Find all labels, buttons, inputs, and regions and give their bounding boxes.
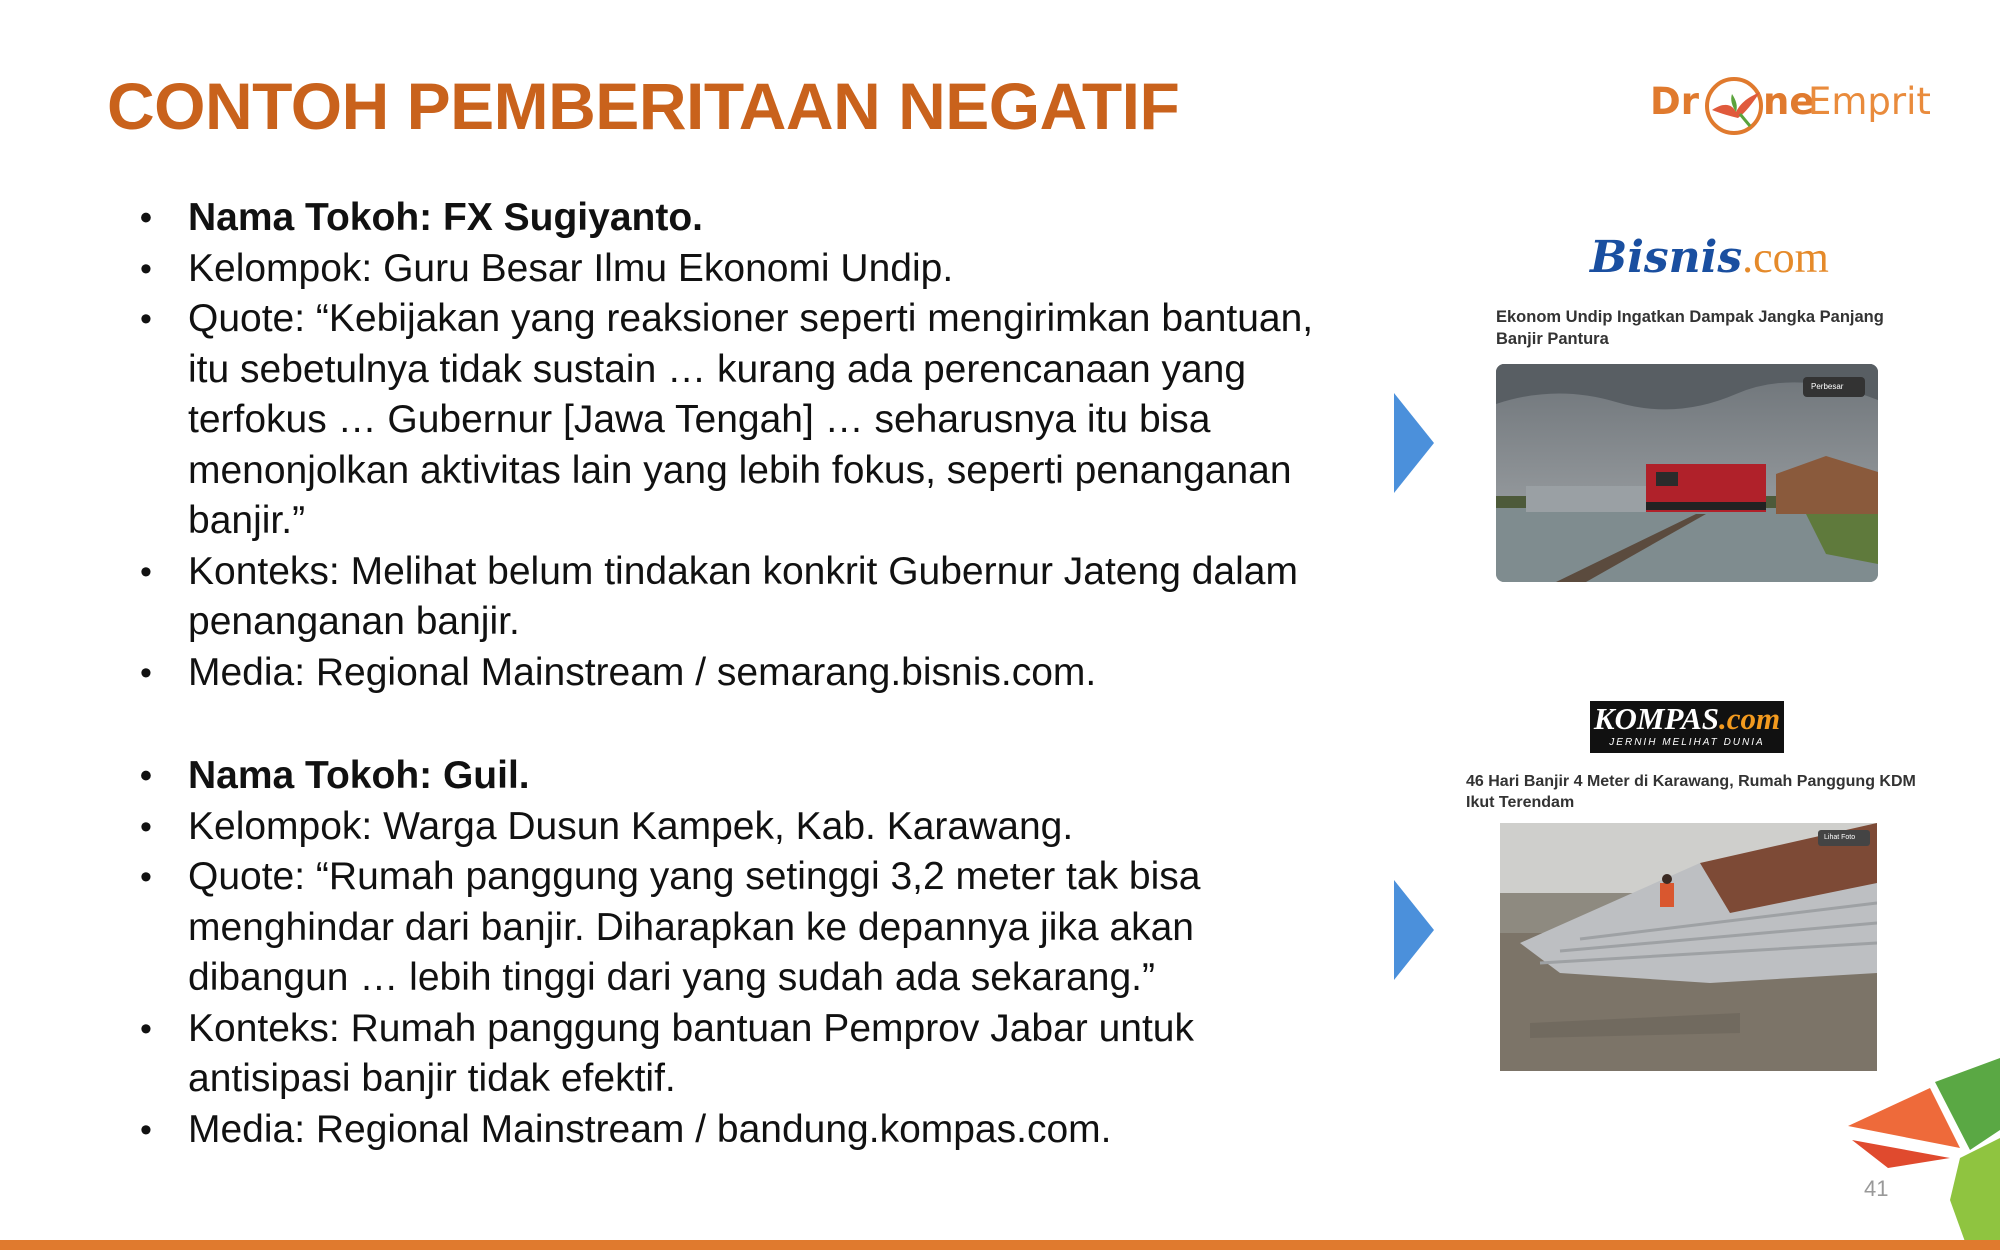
bottom-bar <box>0 1240 2000 1250</box>
bisnis-logo <box>1590 232 1829 283</box>
article-2-photo[interactable] <box>1500 823 1877 1071</box>
tokoh-1-context: • Konteks: Melihat belum tindakan konkrit Gubernur Jateng dalam penanganan banjir. <box>140 547 1330 648</box>
kompas-logo <box>1590 701 1784 753</box>
view-photo-button[interactable]: Lihat Foto <box>1818 830 1870 846</box>
tokoh-1-name: • Nama Tokoh: FX Sugiyanto. <box>140 193 1330 244</box>
arrow-right-icon <box>1394 880 1434 980</box>
tokoh-1-media: • Media: Regional Mainstream / semarang.bisnis.com. <box>140 648 1330 699</box>
enlarge-button[interactable]: Perbesar <box>1803 377 1865 397</box>
page-number: 41 <box>1864 1176 1889 1201</box>
bullet-list <box>140 193 1330 1155</box>
arrow-right-icon <box>1394 393 1434 493</box>
bisnis-logo-suffix: .com <box>1742 233 1829 282</box>
logo-text-ne: ne <box>1763 80 1815 123</box>
bisnis-logo-main: Bisnis <box>1590 232 1743 283</box>
flooded-house-roof-image <box>1500 823 1877 1071</box>
article-1-headline[interactable]: Ekonom Undip Ingatkan Dampak Jangka Panjang Banjir Pantura <box>1496 308 1884 348</box>
corner-decoration <box>1840 1050 2000 1250</box>
logo-text-emprit: Emprit <box>1808 80 1931 123</box>
kompas-logo-suffix: .com <box>1719 701 1781 736</box>
tokoh-1-quote: • Quote: “Kebijakan yang reaksioner seperti mengirimkan bantuan, itu sebetulnya tidak sustain … kurang ada perencanaan yang terfokus … Gubernur [Jawa Tengah] … seharusnya itu bisa menonjolkan aktivitas lain yang lebih fokus, seperti penanganan banjir.” <box>140 294 1330 547</box>
tokoh-2-group: • Kelompok: Warga Dusun Kampek, Kab. Karawang. <box>140 802 1330 853</box>
tokoh-2-quote: • Quote: “Rumah panggung yang setinggi 3,2 meter tak bisa menghindar dari banjir. Diharapkan ke depannya jika akan dibangun … lebih tinggi dari yang sudah ada sekarang.” <box>140 852 1330 1004</box>
tokoh-2-media: • Media: Regional Mainstream / bandung.kompas.com. <box>140 1105 1330 1156</box>
tokoh-1-group: • Kelompok: Guru Besar Ilmu Ekonomi Undip. <box>140 244 1330 295</box>
drone-bird-icon <box>1702 74 1766 138</box>
kompas-logo-main: KOMPAS <box>1593 701 1720 736</box>
slide-title: CONTOH PEMBERITAAN NEGATIF <box>107 69 1180 143</box>
article-2-headline[interactable]: 46 Hari Banjir 4 Meter di Karawang, Rumah Panggung KDM Ikut Terendam <box>1466 773 1916 811</box>
logo-text-dr: Dr <box>1650 80 1699 123</box>
tokoh-2-context: • Konteks: Rumah panggung bantuan Pemprov Jabar untuk antisipasi banjir tidak efektif. <box>140 1004 1330 1105</box>
tokoh-2-name: • Nama Tokoh: Guil. <box>140 751 1330 802</box>
drone-emprit-logo <box>1650 72 1931 142</box>
kompas-tagline: JERNIH MELIHAT DUNIA <box>1609 737 1765 748</box>
